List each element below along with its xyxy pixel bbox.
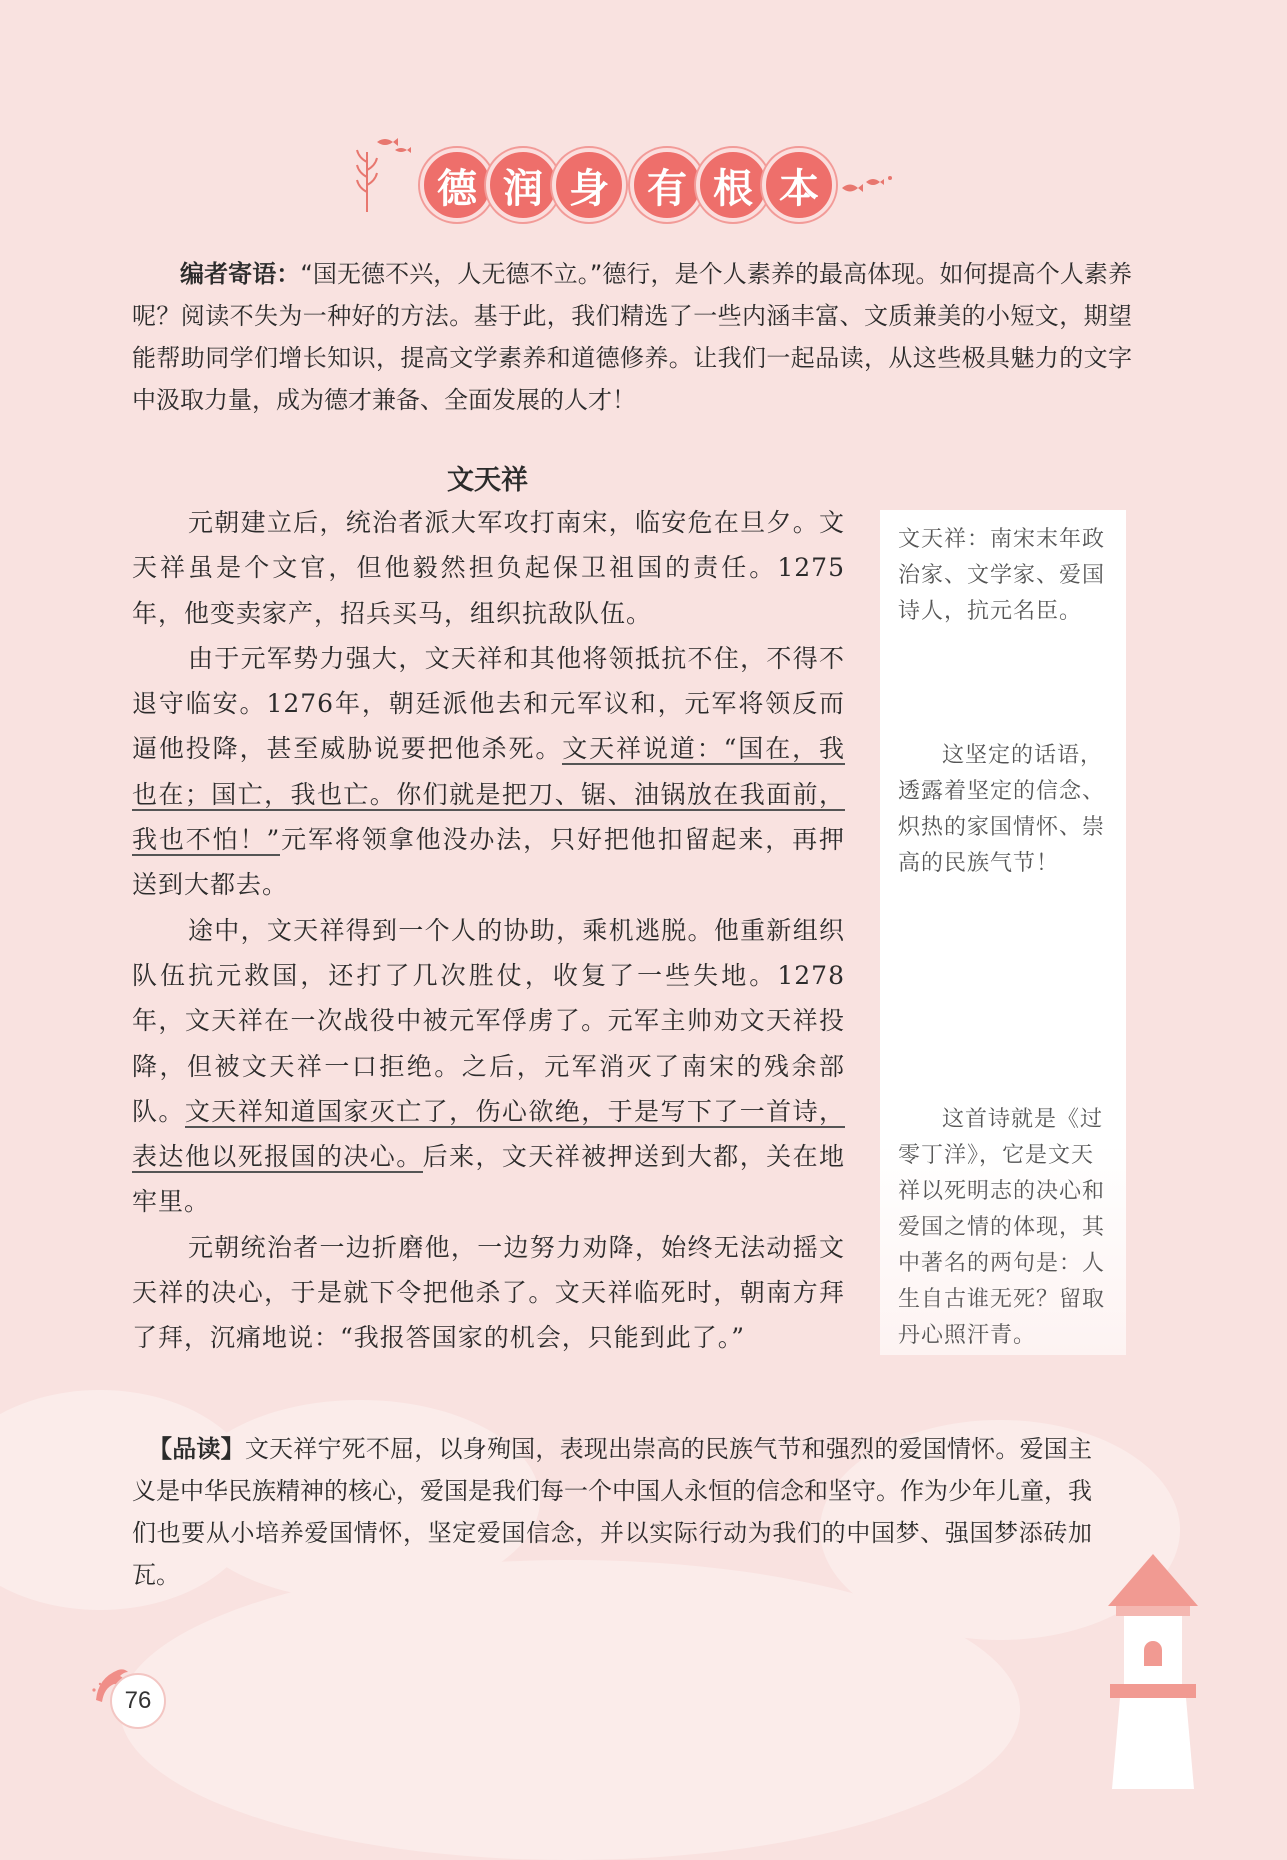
reflection-text: 文天祥宁死不屈，以身殉国，表现出崇高的民族气节和强烈的爱国情怀。爱国主义是中华民族精神的核心，爱国是我们每一个中国人永恒的信念和坚守。作为少年儿童，我们也要从小培养爱国情怀，坚定爱国信念，并以实际行动为我们的中国梦、强国梦添砖加瓦。 [132,1435,1092,1589]
editor-note-label: 编者寄语： [180,260,301,288]
annotation-note-3: 这首诗就是《过零丁洋》，它是文天祥以死明志的决心和爱国之情的体现，其中著名的两句是：人生自古谁无死？留取丹心照汗青。 [898,1107,1106,1348]
story-text: 元军将领拿他没办法，只好把他扣留起来，再押送到大都去。 [132,825,845,900]
title-char: 有 [630,148,704,222]
title-char: 德 [420,148,494,222]
title-char: 润 [486,148,560,222]
underlined-quote: 文天祥说道：“国在，我也在；国亡，我也亡。你们就是把刀、锯、油锅放在我面前，我也不怕！” [132,734,845,855]
lighthouse-icon [1098,1548,1208,1789]
fish-plant-decoration-icon [355,132,415,212]
editor-note-text: “国无德不兴，人无德不立。”德行，是个人素养的最高体现。如何提高个人素养呢？阅读不失为一种好的方法。基于此，我们精选了一些内涵丰富、文质兼美的小短文，期望能帮助同学们增长知识，提高文学素养和道德修养。让我们一起品读，从这些极具魅力的文字中汲取力量，成为德才兼备、全面发展的人才！ [132,260,1132,414]
editor-note [132,253,1132,421]
annotation-note-1: 文天祥：南宋末年政治家、文学家、爱国诗人，抗元名臣。 [898,527,1106,624]
story-paragraph: 元朝建立后，统治者派大军攻打南宋，临安危在旦夕。文天祥虽是个文官，但他毅然担负起保卫祖国的责任。1275年，他变卖家产，招兵买马，组织抗敌队伍。 [132,508,845,628]
title-banner [0,140,1287,230]
title-left [420,140,618,230]
story-title: 文天祥 [447,465,528,496]
reflection-label: 【品读】 [148,1435,245,1463]
reading-reflection [132,1428,1092,1596]
story-paragraph [132,636,845,908]
underlined-sentence: 文天祥知道国家灭亡了，伤心欲绝，于是写下了一首诗，表达他以死报国的决心。 [132,1096,845,1172]
story-text: 后来，文天祥被押送到大都，关在地牢里。 [132,1142,845,1217]
story-text: 由于元军势力强大，文天祥和其他将领抵抗不住，不得不退守临安。1276年，朝廷派他去和元军议和，元军将领反而逼他投降，甚至威胁说要把他杀死。 [132,643,845,764]
title-char: 根 [696,148,770,222]
story-text: 途中，文天祥得到一个人的协助，乘机逃脱。他重新组织队伍抗元救国，还打了几次胜仗，收复了一些失地。1278年，文天祥在一次战役中被元军俘虏了。元军主帅劝文天祥投降，但被文天祥一口拒绝。之后，元军消灭了南宋的残余部队。 [132,915,845,1126]
title-right [630,140,828,230]
title-char: 身 [552,148,626,222]
story-body [132,500,845,1361]
story-paragraph: 元朝统治者一边折磨他，一边努力劝降，始终无法动摇文天祥的决心，于是就下令把他杀了。文天祥临死时，朝南方拜了拜，沉痛地说：“我报答国家的机会，只能到此了。” [132,1232,845,1353]
fish-decoration-icon [838,170,898,200]
title-char: 本 [762,148,836,222]
story-paragraph [132,908,845,1225]
bg-cloud [120,1560,1020,1860]
annotation-note-2: 这坚定的话语，透露着坚定的信念、炽热的家国情怀、崇高的民族气节！ [898,743,1106,876]
page-number: 76 [110,1673,166,1729]
